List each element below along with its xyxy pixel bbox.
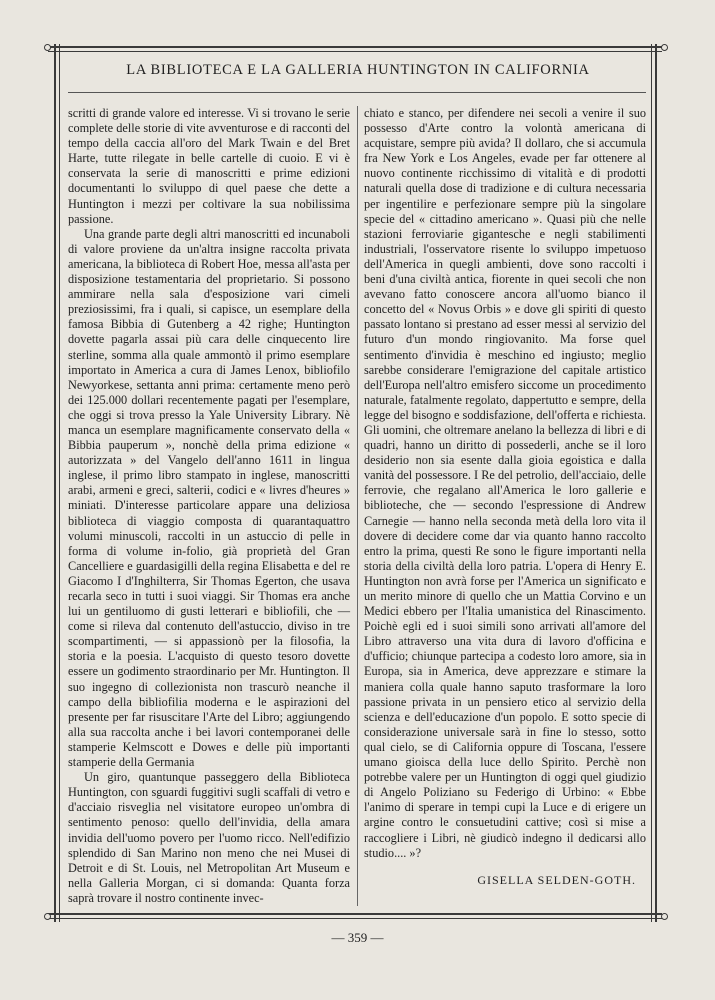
paragraph: Un giro, quantunque passeggero della Biblioteca Huntington, con sguardi fuggitivi sugli scaffali di vetro e d'acciaio risveglia nel visitatore europeo un'ombra di sentimento penoso: quello dell'invidia, della amara invidia dell'uomo povero per l'uomo ricco. Nell'edifizio splendido di San Marino non meno che nei Musei di Detroit e di St. Louis, nel Metropolitan Art Museum e nella Galleria Morgan, ci si domanda: Quanta forza saprà trovare il nostro continente invec- xyxy=(68,770,350,905)
frame-bottom-rule-thin xyxy=(48,918,662,919)
corner-ornament-icon xyxy=(44,913,51,920)
frame-bottom-rule xyxy=(48,913,662,915)
page-number: — 359 — xyxy=(331,930,384,945)
corner-ornament-icon xyxy=(661,913,668,920)
header-rule xyxy=(68,92,646,93)
frame-right-rule xyxy=(655,44,657,922)
paragraph: chiato e stanco, per difendere nei secoli a venire il suo possesso d'Arte contro la volontà americana di acquistare, sempre più avida? Il dollaro, che si accumula fra New York e Los Angeles, evade per far ottenere al nuovo continente ricchissimo di vitalità e di prodotti naturali quella dose di tradizione e di cultura necessaria per ingentilire e perfezionare sempre più la singolare specie del « cittadino americano ». Quasi più che nelle stazioni ferroviarie gigantesche e negli stabilimenti industriali, l'osservatore risente lo sviluppo impetuoso dell'America in quegli ambienti, dove sono raccolti i beni d'una civiltà antica, fiorente in quei secoli che non avevano fatto conoscere ancora all'uomo bianco il concetto del « Novus Orbis » e dove gli spiriti di questo passato lontano si prestano ad esser messi al servizio del futuro d'un mondo ringiovanito. Ma forse quel sentimento d'invidia è meschino ed ingiusto; meglio sarebbe considerare l'emigrazione del capitale artistico dell'Europa nell'altro emisfero siccome un procedimento naturale, fatalmente regolato, dappertutto e sempre, della legge del bisogno e soddisfazione, dell'offerta e richiesta. Gli uomini, che oltremare anelano la bellezza di libri e di quadri, hanno un diritto di possederli, anche se il loro desiderio non sia esente dalla gioia egoistica e dalla vanità del possessore. I Re del petrolio, dell'acciaio, delle ferrovie, che regalano all'America le loro gallerie e biblioteche, che — secondo l'espressione di Andrew Carnegie — hanno nella seconda metà della loro vita il dovere di decidere come dar via quanto hanno raccolto entro la prima, questi Re sono le figure importanti nella storia della civiltà della loro patria. L'opera di Henry E. Huntington non avrà forse per l'America un significato e un merito minore di quello che un Mattia Corvino e un Medici ebbero per l'Italia umanistica del Rinascimento. Poichè egli ed i suoi simili sono arrivati all'amore del Libro attraverso una vita dura di lavoro d'officina e d'ufficio; chiunque partecipa a codesto loro amore, sia in Europa, sia in America, deve apprezzare e stimare la maniera colla quale hanno saputo trasformare la loro passione privata in un pensiero etico al servizio della scienza e dell'educazione d'un popolo. E sotto specie di considerazione universale sarà in fine lo stesso, sotto qual cielo, se di California oppure di Toscana, l'essere umano gioisca della luce dello Spirito. Perchè non potrebbe valere per un Huntington di oggi quel giudizio di Angelo Poliziano su Federigo di Urbino: « Ebbe l'animo di sperare in tempi cupi la Luce e di erigere un argine contro le consuetudini cattive; così si mise a raccogliere i Libri, nè giudicò indegno il dedicarsi allo studio.... »? xyxy=(364,106,646,860)
right-column xyxy=(364,106,646,888)
running-header: LA BIBLIOTECA E LA GALLERIA HUNTINGTON IN CALIFORNIA xyxy=(126,62,590,78)
left-column xyxy=(68,106,350,906)
paragraph: Una grande parte degli altri manoscritti ed incunaboli di valore proviene da un'altra insigne raccolta privata americana, la biblioteca di Robert Hoe, messa all'asta per disposizione testamentaria del proprietario. Si possono ammirare nella sala d'esposizione vari cimeli preziosissimi, fra i quali, si capisce, un esemplare della famosa Bibbia di Gutenberg a 42 righe; Huntington dovette pagarla assai più cara delle cinquecento lire sterline, somma alla quale ammontò il primo esemplare importato in America a cura di James Lenox, bibliofilo Newyorkese, settanta anni prima: certamente meno però dei 125.000 dollari recentemente pagati per l'esemplare, che oggi si trova presso la Yale University Library. Nè manca un esemplare magnificamente conservato della « Bibbia pauperum », nonchè della prima edizione « autorizzata » del Vangelo dell'anno 1611 in lingua inglese, il primo libro stampato in inglese, manoscritti arabi, armeni e greci, salterii, codici e « livres d'heures » miniati. D'interesse particolare appare una deliziosa biblioteca di viaggio composta di quarantaquattro volumi minuscoli, raccolti in un astuccio di pelle in forma di volume in-folio, già proprietà del Gran Cancelliere e guardasigilli della regina Elisabetta e del re Giacomo I d'Inghilterra, Sir Thomas Egerton, che usava recarla seco in tutti i suoi viaggi. Sir Thomas era anche lui un gentiluomo di gusti letterari e bibliofili, che — come si rileva dal contenuto dell'astuccio, diviso in tre scompartimenti, — si appassionò per la filosofia, la storia e la poesia. L'acquisto di questo tesoro dovette essere un godimento straordinario per Mr. Huntington. Il suo ingegno di collezionista non trascurò neanche il campo della bibliofilia moderna e le aspirazioni del presente per far risuscitare l'Arte del Libro; aggiungendo alla sua raccolta anche i bei lavori contemporanei delle stamperie Kelmscott e Dowes e delle più importanti stamperie della Germania xyxy=(68,226,350,770)
column-divider xyxy=(357,106,358,906)
frame-left-rule xyxy=(54,44,56,922)
corner-ornament-icon xyxy=(661,44,668,51)
frame-right-rule-thin xyxy=(651,44,652,922)
corner-ornament-icon xyxy=(44,44,51,51)
author-signature: GISELLA SELDEN-GOTH. xyxy=(477,872,636,887)
paragraph: scritti di grande valore ed interesse. Vi si trovano le serie complete delle storie di vite avventurose e di racconti del tempo della caccia all'oro del Mark Twain e del Bret Harte, tutte rilegate in belle cartelle di cuoio. E vi è conservata la serie di manoscritti e prime edizioni documentanti lo sviluppo di quel paese che dette a Huntington i mezzi per coltivare la sua nobilissima passione. xyxy=(68,106,350,226)
frame-top-rule-thin xyxy=(48,51,662,52)
frame-left-rule-thin xyxy=(59,44,60,922)
frame-top-rule xyxy=(48,46,662,48)
